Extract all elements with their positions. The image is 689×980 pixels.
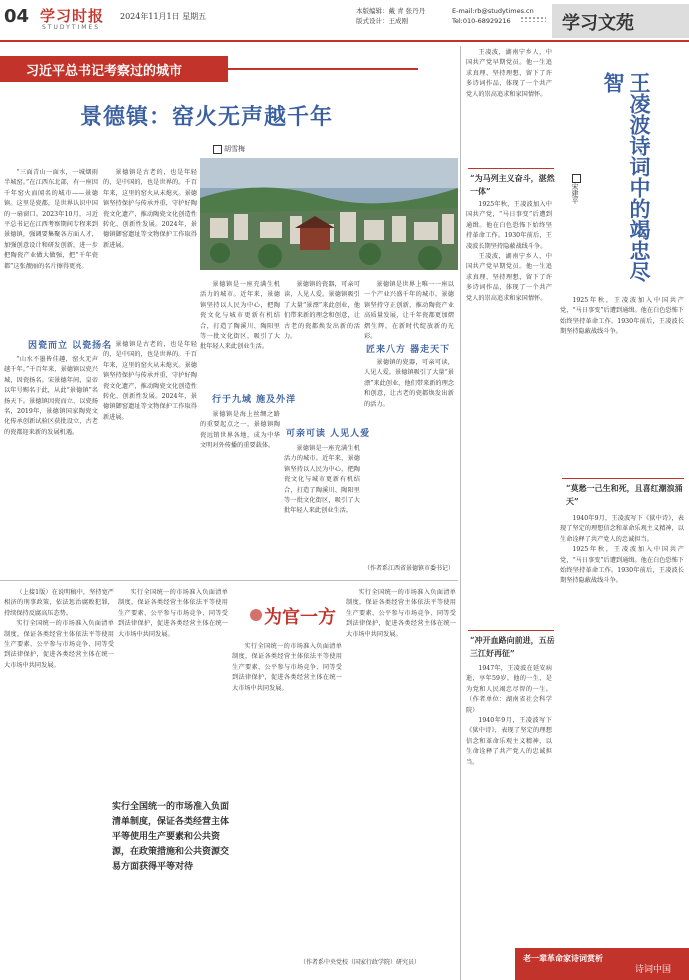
decor-dots: [520, 16, 546, 22]
paragraph: 1940年9月，王凌波写下《狱中诗》，表现了坚定的理想信念和革命乐观主义精神，以生命诠释了共产党人的忠诚担当。: [560, 515, 684, 543]
section-divider: [0, 580, 458, 581]
subheading-4: 匠来八方 器走天下: [366, 345, 451, 355]
article-column-4: [284, 280, 360, 416]
quote-1: “为马列主义奋斗，湛然一体”: [470, 173, 555, 196]
paragraph: 王凌波，湖南宁乡人，中国共产党早期党员。他一生追求真理、坚持理想，留下了许多诗词作品，体现了一个共产党人的崇高追求和家国情怀。: [466, 49, 552, 98]
paragraph: 景德镇是一座充满生机活力的城市。近年来，景德镇坚持以人民为中心，把陶瓷文化与城市更新有机结合，打造了陶溪川、陶阳里等一批文化街区，吸引了大批年轻人来此创业生活。: [284, 445, 360, 515]
quote-rule: [468, 630, 554, 631]
article-column-5b: [364, 358, 454, 564]
paragraph: 1925年秋，王凌波加入中国共产党，“马日事变”后遭到通缉。他在白色恐怖下始终坚持革命工作。1930年前后，王凌波长期坚持隐蔽战线斗争。: [560, 546, 684, 585]
section-tab: [552, 4, 689, 38]
stamp-text: 为官一方: [264, 607, 336, 628]
proof-line: 版式设计：王成刚: [356, 17, 408, 25]
email: E-mail:rb@studytimes.cn: [452, 7, 534, 15]
telephone: Tel:010-68929216: [452, 17, 511, 25]
article-column-4b: [284, 444, 360, 576]
paragraph: “山水不墨皆佳趣，窑火无声越千年。”千百年来，景德镇以瓷兴城，因瓷扬名。宋景德年间，皇帝以年号赐名于此，从此“景德镇”名扬天下。景德镇因瓷而立、以瓷扬名，2019年，景德镇国家陶瓷文化传承创新试验区获批设立，古老的瓷都迎来新的发展机遇。: [4, 356, 98, 436]
article2-column-3: [232, 642, 342, 976]
editor-line: 本版编辑：戴 青 张丹丹: [356, 7, 426, 15]
paragraph: 1925年秋，王凌波加入中国共产党，“马日事变”后遭到通缉。他在白色恐怖下始终坚持革命工作。1930年前后，王凌波长期坚持隐蔽战线斗争。: [466, 201, 552, 250]
right-column-c: [560, 514, 684, 944]
column-banner: [0, 56, 228, 82]
paragraph: 实行全国统一的市场准入负面清单制度，保证各类经营主体依法平等使用生产要素、公平参与市场竞争、同等受到法律保护，促进各类经营主体在统一大市场中共同发展。: [346, 589, 456, 638]
right-column-a: [466, 200, 552, 580]
paragraph: 1925年秋，王凌波加入中国共产党，“马日事变”后遭到通缉。他在白色恐怖下始终坚持革命工作。1930年前后，王凌波长期坚持隐蔽战线斗争。: [560, 297, 684, 336]
article-byline: [213, 144, 245, 154]
paragraph: 实行全国统一的市场准入负面清单制度，保证各类经营主体依法平等使用生产要素、公平参与市场竞争、同等受到法律保护，促进各类经营主体在统一大市场中共同发展。: [4, 620, 114, 669]
banner-rule: [228, 68, 418, 70]
right-column-d: [466, 664, 552, 976]
paragraph: 实行全国统一的市场准入负面清单制度，保证各类经营主体依法平等使用生产要素、公平参与市场竞争、同等受到法律保护，促进各类经营主体在统一大市场中共同发展。: [232, 643, 342, 692]
article-column-3: [200, 280, 280, 388]
paragraph: （上接1版）在说明稿中，坚持宽严相济的刑事政策，依法惩治腐败犯罪，持续保持反腐高压态势。: [4, 589, 114, 617]
section-title: 学习文苑: [562, 13, 634, 34]
city-photo: [200, 158, 458, 270]
right-author: 宋建平: [571, 183, 579, 204]
subheading-1: 因瓷而立 以瓷扬名: [28, 341, 113, 351]
column-stamp: [246, 585, 336, 635]
author-name: 胡雪梅: [224, 145, 245, 153]
paragraph: 1940年9月，王凌波写下《狱中诗》，表现了坚定的理想信念和革命乐观主义精神，以生命诠释了共产党人的忠诚担当。: [466, 717, 552, 766]
article2-column-4: [346, 588, 456, 976]
series-logo: 诗词中国: [635, 965, 672, 975]
series-footer: [515, 948, 689, 980]
article-column-3b: [200, 410, 280, 576]
paragraph: 景德镇是古老的，也是年轻的，是中国的，也是世界的。千百年来，这里的窑火从未熄灭。景德镇坚持保护与传承并重，守护好陶瓷文化遗产，推动陶瓷文化创造性转化、创新性发展。2024年，景德镇御窑遗址等文物保护工作取得新进展。: [103, 341, 197, 421]
newspaper-brand-en: STUDYTIMES: [42, 24, 101, 31]
column-banner-text: 习近平总书记考察过的城市: [26, 64, 183, 79]
article2-column-1: [4, 588, 114, 976]
paragraph: 实行全国统一的市场准入负面清单制度，保证各类经营主体依法平等使用生产要素、公平参与市场竞争、同等受到法律保护，促进各类经营主体在统一大市场中共同发展。: [118, 589, 228, 638]
article-author-note: （作者系江西省景德镇市委书记）: [364, 565, 455, 572]
subheading-2: 行于九域 施及外洋: [212, 395, 297, 405]
paragraph: 景德镇的瓷器，可亲可读，人见人爱。景德镇吸引了大量“景漂”来此创业，他们带来新的理念和创意，让古老的瓷都焕发出新的活力。: [284, 281, 360, 341]
paragraph: “三面青山一面水，一城烟雨半城窑。”在江西东北部，有一座因千年窑火而闻名的城市——景德镇。这里是瓷都，是世界认识中国的一扇窗口。2023年10月，习近平总书记在江西考察期间专程来到景德镇，强调要集聚各方面人才，加强创意设计和研发创新，进一步把陶瓷产业做大做强，把“千年瓷都”这张靓丽的名片擦得更亮。: [4, 169, 98, 270]
article-column-1: [4, 168, 98, 328]
article-column-2: [103, 168, 197, 328]
paragraph: 景德镇是世界上唯一一座以一个产业兴盛千年的城市。景德镇坚持守正创新，推动陶瓷产业高质量发展，让千年瓷都更加熠熠生辉，在新时代绽放新的光彩。: [364, 281, 454, 341]
paragraph: 景德镇是古老的，也是年轻的，是中国的，也是世界的。千百年来，这里的窑火从未熄灭。景德镇坚持保护与传承并重，守护好陶瓷文化遗产，推动陶瓷文化创造性转化、创新性发展。2024年，景德镇御窑遗址等文物保护工作取得新进展。: [103, 169, 197, 249]
article-column-1b: [4, 355, 98, 577]
series-title: 老一辈革命家诗词赏析: [523, 953, 603, 963]
article-column-2b-upper: [103, 340, 197, 576]
article2-author-note: （作者系中央党校（国家行政学院）研究员）: [300, 959, 421, 966]
quote-rule: [562, 478, 684, 479]
masthead: [0, 0, 689, 42]
newspaper-brand: 学习时报: [40, 7, 105, 25]
column-divider: [460, 46, 461, 980]
pull-quote: 实行全国统一的市场准入负面清单制度，保证各类经营主体平等使用生产要素和公共资源，在政策措施和公共资源交易方面获得平等对待: [112, 802, 230, 872]
right-byline: [570, 174, 583, 204]
article-headline: 景德镇：窑火无声越千年: [80, 104, 334, 130]
paragraph: 1947年，王凌波在延安病逝，享年59岁。他的一生，是为党和人民竭忠尽智的一生。（作者单位：湖南省社会科学院）: [466, 665, 552, 714]
quote-rule: [468, 168, 554, 169]
issue-date: 2024年11月1日 星期五: [120, 12, 207, 21]
paragraph: 景德镇的瓷器，可亲可读，人见人爱。景德镇吸引了大量“景漂”来此创业，他们带来新的理念和创意，让古老的瓷都焕发出新的活力。: [364, 359, 454, 408]
paragraph: 王凌波，湖南宁乡人，中国共产党早期党员。他一生追求真理、坚持理想，留下了许多诗词作品，体现了一个共产党人的崇高追求和家国情怀。: [466, 253, 552, 302]
paragraph: 景德镇是一座充满生机活力的城市。近年来，景德镇坚持以人民为中心，把陶瓷文化与城市更新有机结合，打造了陶溪川、陶阳里等一批文化街区，吸引了大批年轻人来此创业生活。: [200, 281, 280, 351]
subheading-3: 可亲可读 人见人爱: [286, 429, 371, 439]
paragraph: 景德镇是海上丝绸之路的重要起点之一，景德镇陶瓷远销世界各地，成为中华文明对外传播的重要载体。: [200, 411, 280, 450]
article-column-5: [364, 280, 454, 340]
editor-info: [356, 6, 425, 26]
right-intro: [466, 48, 552, 154]
quote-3: “冲开血路向前进，五岳三江好再征”: [470, 635, 555, 658]
right-article-title: 王凌波诗词中的竭忠尽智: [601, 72, 652, 282]
page-number: 04: [4, 6, 30, 27]
right-column-b: [560, 296, 684, 476]
quote-2: “莫愁一己生和死，且喜红潮浪涌天”: [566, 483, 683, 506]
